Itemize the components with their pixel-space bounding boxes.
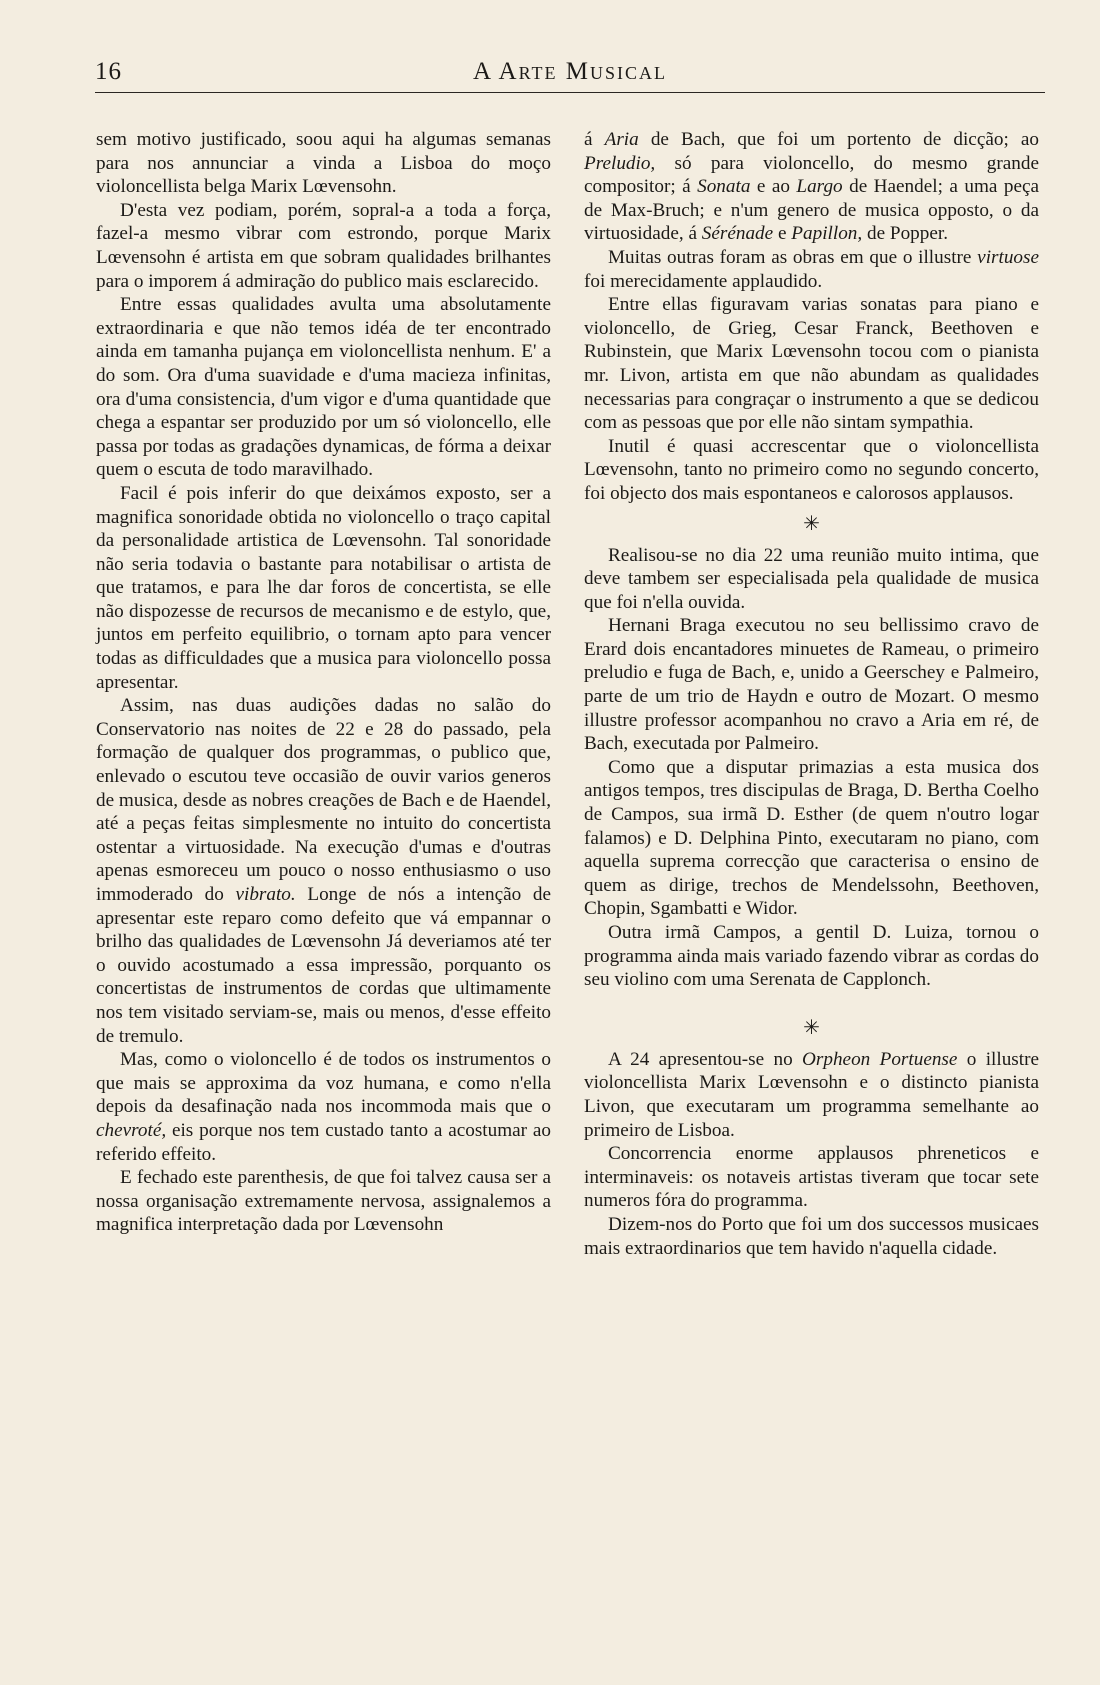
left-paragraph-2: D'esta vez podiam, porém, sopral-a a toda a força, fazel-a mesmo vibrar com estrondo, porque Marix Lœvensohn é artista em que sobram qualidades brilhantes para o imporem á admiração do publico mais esclarecido. (96, 199, 551, 292)
text-run: e ao (750, 176, 797, 198)
right-column (584, 128, 1039, 1260)
right-paragraph-10: Concorrencia enorme applausos phreneticos e interminaveis: os notaveis artistas tiveram que tocar sete numeros fóra do programma. (584, 1143, 1039, 1212)
italic-title-preludio: Preludio, (584, 152, 656, 174)
right-paragraph-11: Dizem-nos do Porto que foi um dos successos musicaes mais extraordinarios que tem havido n'aquella cidade. (584, 1213, 1039, 1259)
left-column (96, 128, 551, 1237)
italic-term-vibrato: vibrato. (235, 884, 296, 905)
left-paragraph-4: Facil é pois inferir do que deixámos exposto, ser a magnifica sonoridade obtida no violoncello o traço capital da personalidade artistica de Lœvensohn. Tal sonoridade não seria todavia o bastante para notabilisar o artista de que tratamos, e para lhe dar foros de concertista, se elle não dispozesse de recursos de mecanismo e de estylo, que, juntos em perfeito equilibrio, o tornam apto para vencer todas as difficuldades que a musica para violoncello possa apresentar. (96, 482, 551, 693)
text-run: A 24 apresentou-se no (608, 1048, 803, 1070)
right-paragraph-1 (584, 128, 1039, 246)
text-run: Assim, nas duas audições dadas no salão do Conservatorio nas noites de 22 e 28 do passado, pela formação de qualquer dos programmas, o publico que, enlevado o escutou teve occasião de ouvir varios generos de musica, desde as nobres creações de Bach e de Haendel, até a peças feitas simplesmente no intuito do concertista ostentar a virtuosidade. Na execução d'umas e d'outras apenas esmoreceu um pouco o nosso enthusiasmo o uso immoderado do (96, 695, 551, 905)
italic-title-sonata: Sonata (697, 176, 751, 198)
right-paragraph-6: Hernani Braga executou no seu bellissimo cravo de Erard dois encantadores minuetes de Rameau, o primeiro preludio e fuga de Bach, e, unido a Geerschey e Palmeiro, parte de um trio de Haydn e outro de Mozart. O mesmo illustre professor acompanhou no cravo a Aria em ré, de Bach, executada por Palmeiro. (584, 615, 1039, 755)
left-paragraph-1: sem motivo justificado, soou aqui ha algumas semanas para nos annunciar a vinda a Lisboa do moço violoncellista belga Marix Lœvensohn. (96, 129, 551, 198)
text-run: o illustre violoncellista Marix Lœvensohn e o distincto pianista Livon, que executaram um programma semelhante ao primeiro de Lisboa. (584, 1048, 1039, 1141)
page-header (95, 54, 1045, 90)
text-run: foi merecidamente applaudido. (584, 270, 823, 292)
text-run: á (584, 129, 605, 150)
spacer (584, 992, 1039, 1010)
left-paragraph-6 (96, 1048, 551, 1166)
text-run: de Popper. (862, 223, 948, 245)
right-paragraph-8: Outra irmã Campos, a gentil D. Luiza, tornou o programma ainda mais variado fazendo vibrar as cordas do seu violino com uma Serenata de Capplonch. (584, 922, 1039, 991)
italic-title-papillon: Papillon, (791, 223, 863, 245)
text-run: Muitas outras foram as obras em que o illustre (608, 246, 978, 268)
section-separator-asterisk: ✳ (803, 1016, 820, 1039)
page-number: 16 (95, 58, 122, 85)
right-paragraph-3: Entre ellas figuravam varias sonatas para piano e violoncello, de Grieg, Cesar Franck, Beethoven e Rubinstein, que Marix Lœvensohn tocou com o pianista mr. Livon, artista em que não abundam as qualidades necessarias para congraçar o instrumento a que se dedicou com as pessoas que por elle não sintam sympathia. (584, 294, 1039, 434)
text-run: de Haendel; a uma peça de Max-Bruch; e n'um genero de musica opposto, o da virtuosidade, á (584, 176, 1039, 245)
right-paragraph-9 (584, 1048, 1039, 1142)
left-paragraph-7: E fechado este parenthesis, de que foi talvez causa ser a nossa organisação extremamente nervosa, assignalemos a magnifica interpretação dada por Lœvensohn (96, 1167, 551, 1236)
header-rule (95, 92, 1045, 93)
journal-title: A Arte Musical (473, 58, 667, 85)
italic-term-chevrote: chevroté, (96, 1119, 167, 1141)
left-paragraph-3: Entre essas qualidades avulta uma absolutamente extraordinaria e que não temos idéa de ter encontrado ainda em tamanha pujança em violoncellista nenhum. E' a do som. Ora d'uma suavidade e d'uma macieza infinitas, ora d'uma consistencia, d'um vigor e d'uma quantidade que chega a espantar ser produzido por um só violoncello, elle passa por todas as gradações dynamicas, de fórma a deixar quem o escuta de todo maravilhado. (96, 294, 551, 481)
right-paragraph-4: Inutil é quasi accrescentar que o violoncellista Lœvensohn, tanto no primeiro como no segundo concerto, foi objecto dos mais espontaneos e calorosos applausos. (584, 435, 1039, 504)
right-paragraph-2 (584, 246, 1039, 293)
italic-title-largo: Largo (796, 176, 843, 198)
text-run: e (773, 223, 792, 245)
left-paragraph-5 (96, 694, 551, 1048)
text-run: só para violoncello, do mesmo grande compositor; á (584, 152, 1039, 198)
text-run: de Bach, que foi um portento de dicção; ao (638, 129, 1039, 150)
text-run: Longe de nós a intenção de apresentar este reparo como defeito que vá empannar o brilho das qualidades de Lœvensohn Já deveriamos até ter o ouvido acostumado a essa impressão, porquanto os concertistas de instrumentos de cordas que ultimamente nos tem visitado serviam-se, mais ou menos, d'esse effeito de tremulo. (96, 884, 551, 1047)
italic-title-serenade: Sérénade (701, 223, 774, 245)
right-paragraph-7: Como que a disputar primazias a esta musica dos antigos tempos, tres discipulas de Braga, D. Bertha Coelho de Campos, sua irmã D. Esther (de quem n'outro logar falamos) e D. Delphina Pinto, executaram no piano, com aquella suprema correcção que caracterisa o ensino de quem as dirige, trechos de Mendelssohn, Beethoven, Chopin, Sgambatti e Widor. (584, 756, 1039, 920)
italic-term-virtuose: virtuose (977, 246, 1039, 268)
section-separator-asterisk: ✳ (803, 512, 820, 535)
text-run: Mas, como o violoncello é de todos os instrumentos o que mais se approxima da voz humana, e como n'ella depois da desafinação nada nos incommoda mais que o (96, 1049, 551, 1118)
text-run: eis porque nos tem custado tanto a acostumar ao referido effeito. (96, 1119, 551, 1165)
italic-title-aria: Aria (604, 129, 639, 150)
italic-name-orpheon-portuense: Orpheon Portuense (802, 1048, 958, 1070)
right-paragraph-5: Realisou-se no dia 22 uma reunião muito intima, que deve tambem ser especialisada pela qualidade de musica que foi n'ella ouvida. (584, 544, 1039, 613)
